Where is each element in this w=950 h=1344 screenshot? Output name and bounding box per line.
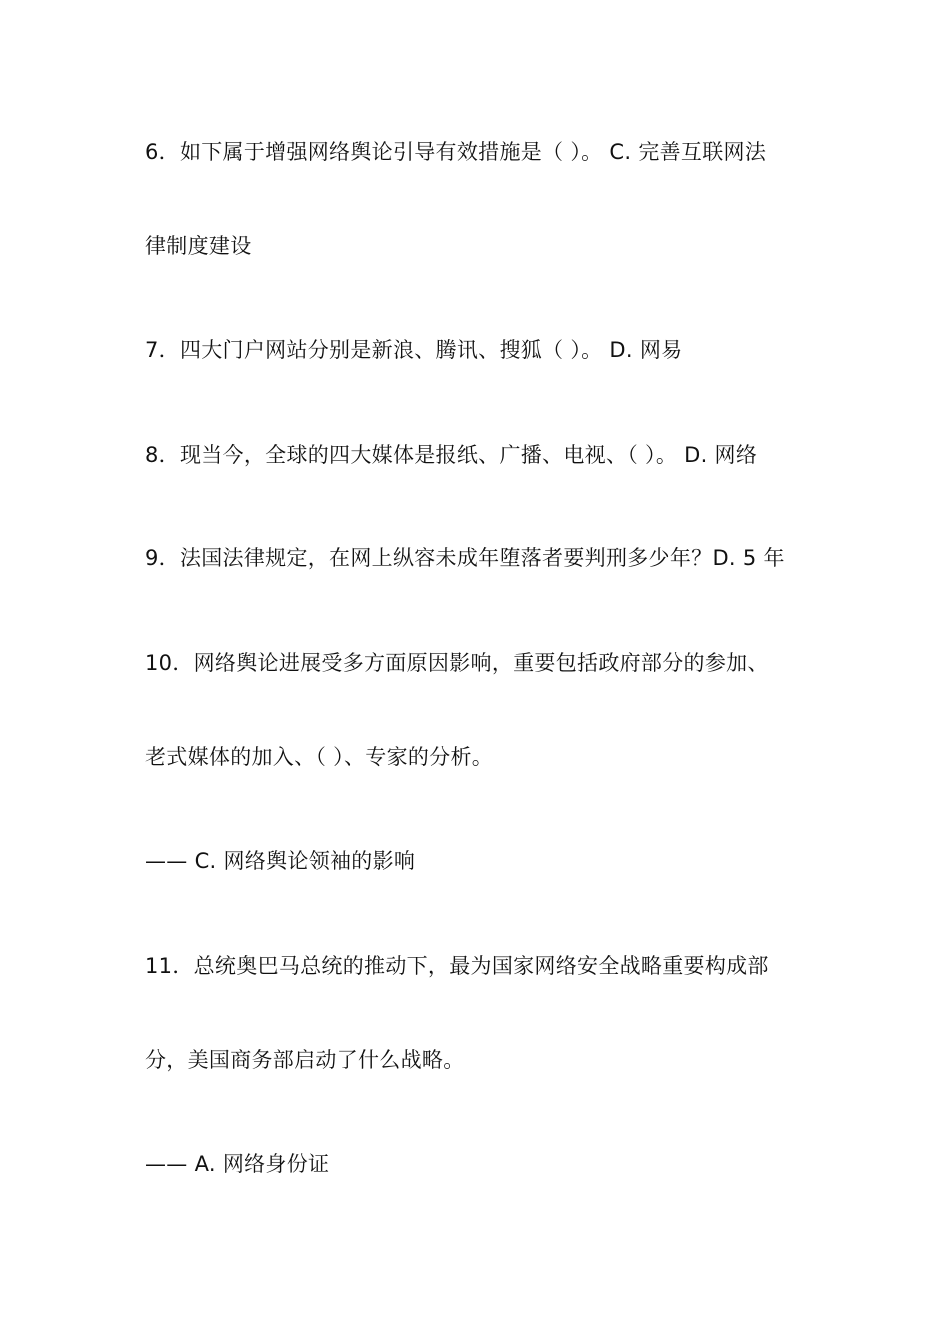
question-6-line-2: 律制度建设 xyxy=(145,234,252,258)
question-10-line-1: 10．网络舆论进展受多方面原因影响，重要包括政府部分的参加、 xyxy=(145,651,769,675)
question-10-answer: —— C. 网络舆论领袖的影响 xyxy=(145,849,416,873)
question-11-answer: —— A. 网络身份证 xyxy=(145,1152,330,1176)
question-6-line-1: 6．如下属于增强网络舆论引导有效措施是（ ）。 C. 完善互联网法 xyxy=(145,140,767,164)
question-9: 9．法国法律规定，在网上纵容未成年堕落者要判刑多少年？D. 5 年 xyxy=(145,546,785,570)
question-11-line-1: 11．总统奥巴马总统的推动下，最为国家网络安全战略重要构成部 xyxy=(145,954,769,978)
question-8: 8．现当今，全球的四大媒体是报纸、广播、电视、（ ）。 D. 网络 xyxy=(145,443,758,467)
question-7: 7．四大门户网站分别是新浪、腾讯、搜狐（ ）。 D. 网易 xyxy=(145,338,683,362)
question-10-line-2: 老式媒体的加入、（ ）、专家的分析。 xyxy=(145,745,494,769)
question-11-line-2: 分，美国商务部启动了什么战略。 xyxy=(145,1048,465,1072)
